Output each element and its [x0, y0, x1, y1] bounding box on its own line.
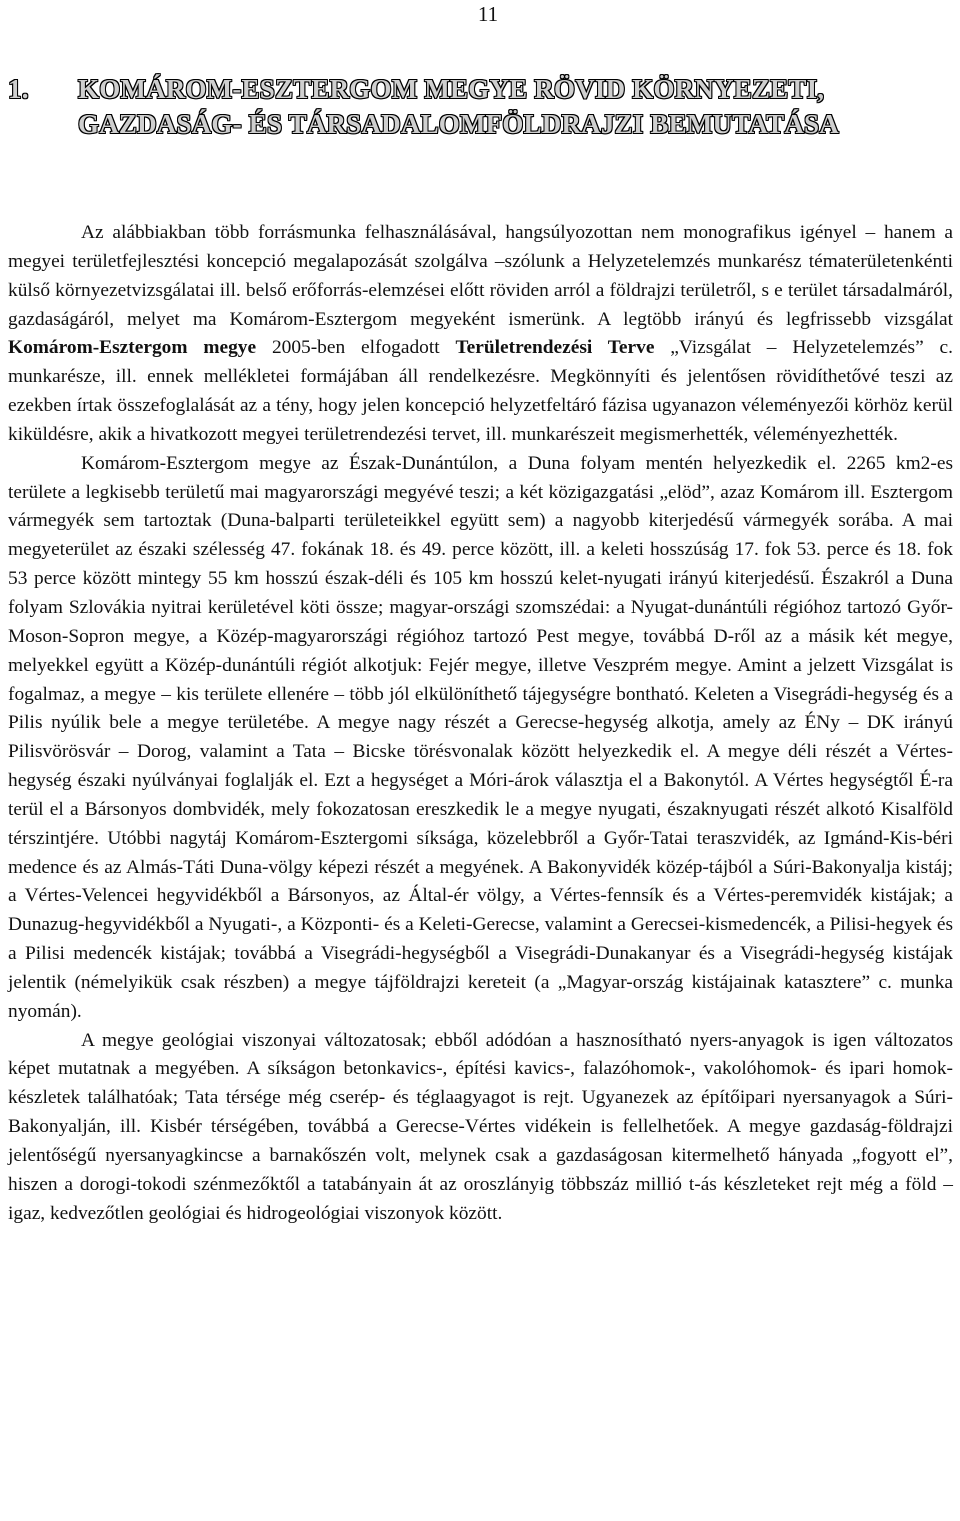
paragraph-intro-text-1: Az alábbiakban több forrásmunka felhasználásával, hangsúlyozottan nem monografikus igényel – hanem a megyei területfejlesztési koncepció megalapozását szolgálva –szólunk a Helyzetelemzés munkarész tématerületenkénti külső környezetvizsgálatai ill. belső erőforrás-elemzései előtt röviden arról a földrajzi területről, s e terület társadalmáról, gazdaságáról, melyet ma Komárom-Esztergom megyeként ismerünk. A legtöbb irányú és legfrissebb vizsgálat	[8, 222, 953, 330]
chapter-number: 1.	[8, 74, 29, 104]
page-number: 11	[477, 2, 499, 26]
paragraph-geography: Komárom-Esztergom megye az Észak-Dunántúlon, a Duna folyam mentén helyezkedik el. 2265 km2-es területe a legkisebb területű mai magyarországi megyévé teszi; a két közigazgatási „elöd”, azaz Komárom ill. Esztergom vármegyék sem tartoztak (Duna-balparti területeikkel együtt sem) a nagyobb kiterjedésű vármegyék sorába. A mai megyeterület az északi szélesség 47. fokának 18. és 49. perce között, ill. a keleti hosszúság 17. fok 53. perce és 18. fok 53 perce között mintegy 55 km hosszú észak-déli és 105 km hosszú kelet-nyugati irányú kiterjedésű. Északról a Duna folyam Szlovákia nyitrai kerületével köti össze; magyar-országi szomszédai: a Nyugat-dunántúli régióhoz tartozó Győr-Moson-Sopron megye, a Közép-magyarországi régióhoz tartozó Pest megye, továbbá D-ről az a másik két megye, melyekkel együtt a Közép-dunántúli régiót alkotjuk: Fejér megye, illetve Veszprém megye. Amint a jelzett Vizsgálat is fogalmaz, a megye – kis területe ellenére – több jól elkülöníthető tájegységre bontható. Keleten a Visegrádi-hegység és a Pilis nyúlik bele a megye területébe. A megye nagy részét a Gerecse-hegység alkotja, amely az ÉNy – DK irányú Pilisvörösvár – Dorog, valamint a Tata – Bicske törésvonalak között helyezkedik el. A megye déli részét a Vértes-hegység északi nyúlványai foglalják el. Ezt a hegységet a Móri-árok választja el a Bakonytól. A Vértes hegységtől É-ra terül el a Bársonyos dombvidék, mely fokozatosan ereszkedik le a megye nyugati, északnyugati részét alkotó Kisalföld térszintjére. Utóbbi nagytáj Komárom-Esztergomi síksága, közelebbről a Győr-Tatai teraszvidék, az Igmánd-Kis-béri medence és az Almás-Táti Duna-völgy képezi részét a megyének. A Bakonyvidék közép-tájból a Súri-Bakonyalja kistáj; a Vértes-Velencei hegyvidékből a Bársonyos, az Által-ér völgy, a Vértes-fennsík és a Vértes-peremvidék kistájak; a Dunazug-hegyvidékből a Nyugati-, a Központi- és a Keleti-Gerecse, valamint a Gerecsei-kismedencék, a Pilisi-hegyek és a Pilisi medencék kistájak; továbbá a Visegrádi-hegységből a Visegrádi-Dunakanyar és a Visegrádi-hegység kistájak jelentik (némelyikük csak részben) a megye tájföldrajzi kereteit (a „Magyar-ország kistájainak katasztere” c. munka nyomán).	[8, 452, 953, 1022]
paragraph-intro-text-3: „Vizsgálat – Helyzetelemzés” c. munkarésze, ill. ennek mellékletei formájában áll rendelkezésre. Megkönnyíti és jelentősen rövidíthetővé teszi az ezekben írtak összefoglalását az a tény, hogy jelen koncepció helyzetfeltáró fázisa ugyanazon véleményezői körhöz kerül kiküldésre, akik a hivatkozott megyei területrendezési tervet, ill. munkarészeit megismerhették, véleményezhették.	[8, 337, 953, 445]
paragraph-geology: A megye geológiai viszonyai változatosak; ebből adódóan a hasznosítható nyers-anyagok is igen változatos képet mutatnak a megyében. A síkságon betonkavics-, építési kavics-, falazóhomok-, vakolóhomok- és ipari homok-készletek találhatóak; Tata térsége még cserép- és téglaagyagot is rejt. Ugyanezek az építőipari nyersanyagok a Súri-Bakonyalján, ill. Kisbér térségében, továbbá a Gerecse-Vértes vidékein is fellelhetőek. A megye gazdaság-földrajzi jelentőségű nyersanyagkincse a barnakőszén volt, melynek csak a gazdaságosan kitermelhető hányada „fogyott el”, hiszen a dorogi-tokodi szénmezőktől a tatabányain át az oroszlányig többszáz millió t-ás készleteket rejt még a föld – igaz, kedvezőtlen geológiai és hidrogeológiai viszonyok között.	[8, 1029, 953, 1224]
chapter-heading	[8, 72, 940, 142]
body-text	[8, 219, 953, 1229]
chapter-title-part-1: KOMÁROM-ESZTERGOM MEGYE RÖVID KÖRNYEZETI,	[78, 74, 825, 104]
bold-plan-name: Területrendezési Terve	[455, 337, 655, 359]
bold-county-name: Komárom-Esztergom megye	[8, 337, 257, 359]
chapter-title-part-2: GAZDASÁG- ÉS TÁRSADALOMFÖLDRAJZI BEMUTATÁSA	[78, 109, 839, 139]
paragraph-intro	[8, 219, 953, 450]
chapter-heading-line-1	[8, 72, 940, 107]
paragraph-intro-text-2: 2005-ben elfogadott	[256, 337, 456, 359]
